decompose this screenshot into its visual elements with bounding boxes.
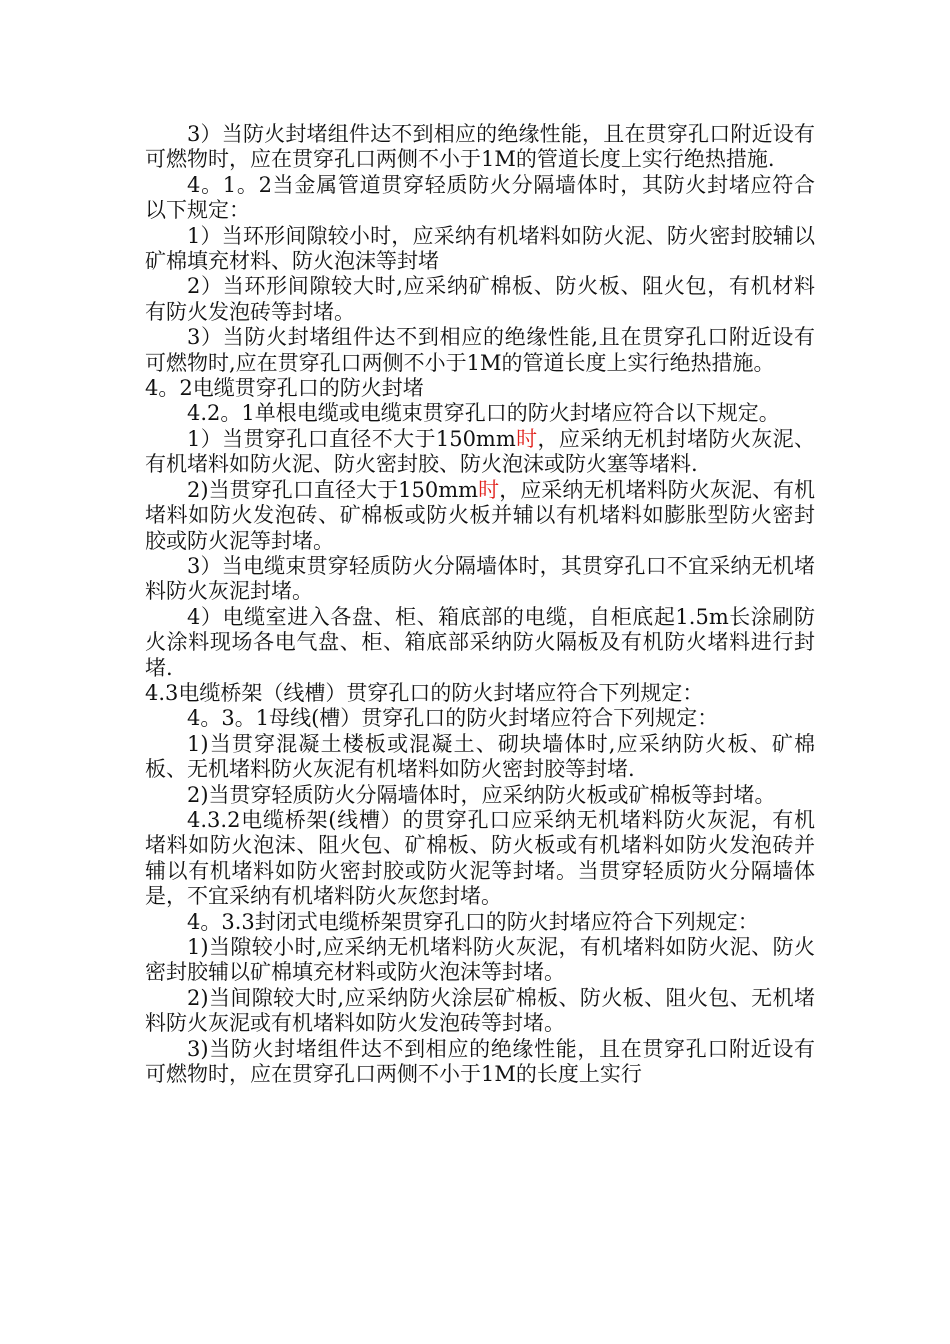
paragraph-14: 1)当贯穿混凝土楼板或混凝土、砌块墙体时,应采纳防火板、矿棉板、无机堵料防火灰泥有机堵料如防火密封胶等封堵. [145, 731, 815, 782]
paragraph-8-highlight: 时 [515, 426, 538, 451]
paragraph-9-before: 2)当贯穿孔口直径大于150mm [187, 477, 479, 502]
paragraph-19: 2)当间隙较大时,应采纳防火涂层矿棉板、防火板、阻火包、无机堵料防火灰泥或有机堵料如防火发泡砖等封堵。 [145, 985, 815, 1036]
paragraph-4: 2）当环形间隙较大时,应采纳矿棉板、防火板、阻火包，有机材料有防火发泡砖等封堵。 [145, 274, 815, 324]
paragraph-8-after: ，应采纳无机封堵防火灰泥、有机堵料如防火泥、防火密封胶、防火泡沫或防火塞等堵料. [145, 426, 816, 477]
paragraph-16: 4.3.2电缆桥架(线槽）的贯穿孔口应采纳无机堵料防火灰泥，有机堵料如防火泡沫、阻火包、矿棉板、防火板或有机堵料如防火发泡砖并辅以有机堵料如防火密封胶或防火泥等封堵。当贯穿轻质防火分隔墙体是，不宜采纳有机堵料防火灰您封堵。 [145, 807, 815, 909]
paragraph-1: 3）当防火封堵组件达不到相应的绝缘性能，且在贯穿孔口附近设有可燃物时，应在贯穿孔口两侧不小于1M的管道长度上实行绝热措施. [145, 122, 815, 172]
section-heading-4-3: 4.3电缆桥架（线槽）贯穿孔口的防火封堵应符合下列规定： [145, 680, 704, 705]
paragraph-9-highlight: 时 [478, 477, 500, 502]
paragraph-2: 4。1。2当金属管道贯穿轻质防火分隔墙体时，其防火封堵应符合以下规定： [145, 172, 815, 223]
paragraph-7: 4.2。1单根电缆或电缆束贯穿孔口的防火封堵应符合以下规定。 [187, 401, 780, 426]
paragraph-9 [145, 478, 815, 554]
paragraph-10: 3）当电缆束贯穿轻质防火分隔墙体时，其贯穿孔口不宜采纳无机堵料防火灰泥封堵。 [145, 553, 815, 604]
paragraph-5: 3）当防火封堵组件达不到相应的绝缘性能,且在贯穿孔口附近设有可燃物时,应在贯穿孔口两侧不小于1M的管道长度上实行绝热措施。 [145, 325, 815, 375]
paragraph-9-after: ，应采纳无机堵料防火灰泥、有机堵料如防火发泡砖、矿棉板或防火板并辅以有机堵料如膨胀型防火密封胶或防火泥等封堵。 [145, 477, 816, 553]
document-body [145, 122, 815, 1087]
paragraph-20: 3)当防火封堵组件达不到相应的绝缘性能，且在贯穿孔口附近设有可燃物时，应在贯穿孔口两侧不小于1M的长度上实行 [145, 1036, 815, 1087]
paragraph-8 [145, 427, 815, 478]
paragraph-11: 4）电缆室进入各盘、柜、箱底部的电缆，自柜底起1.5m长涂刷防火涂料现场各电气盘、柜、箱底部采纳防火隔板及有机防火堵料进行封堵. [145, 604, 815, 680]
paragraph-18: 1)当隙较小时,应采纳无机堵料防火灰泥，有机堵料如防火泥、防火密封胶辅以矿棉填充材料或防火泡沫等封堵。 [145, 935, 815, 985]
paragraph-17: 4。3.3封闭式电缆桥架贯穿孔口的防火封堵应符合下列规定： [187, 909, 759, 934]
paragraph-15: 2)当贯穿轻质防火分隔墙体时，应采纳防火板或矿棉板等封堵。 [187, 782, 776, 807]
section-heading-4-2: 4。2电缆贯穿孔口的防火封堵 [145, 376, 424, 401]
paragraph-8-before: 1）当贯穿孔口直径不大于150mm [187, 426, 516, 451]
paragraph-3: 1）当环形间隙较小时，应采纳有机堵料如防火泥、防火密封胶辅以矿棉填充材料、防火泡沫等封堵 [145, 223, 815, 274]
paragraph-13: 4。3。1母线(槽）贯穿孔口的防火封堵应符合下列规定： [187, 706, 719, 731]
